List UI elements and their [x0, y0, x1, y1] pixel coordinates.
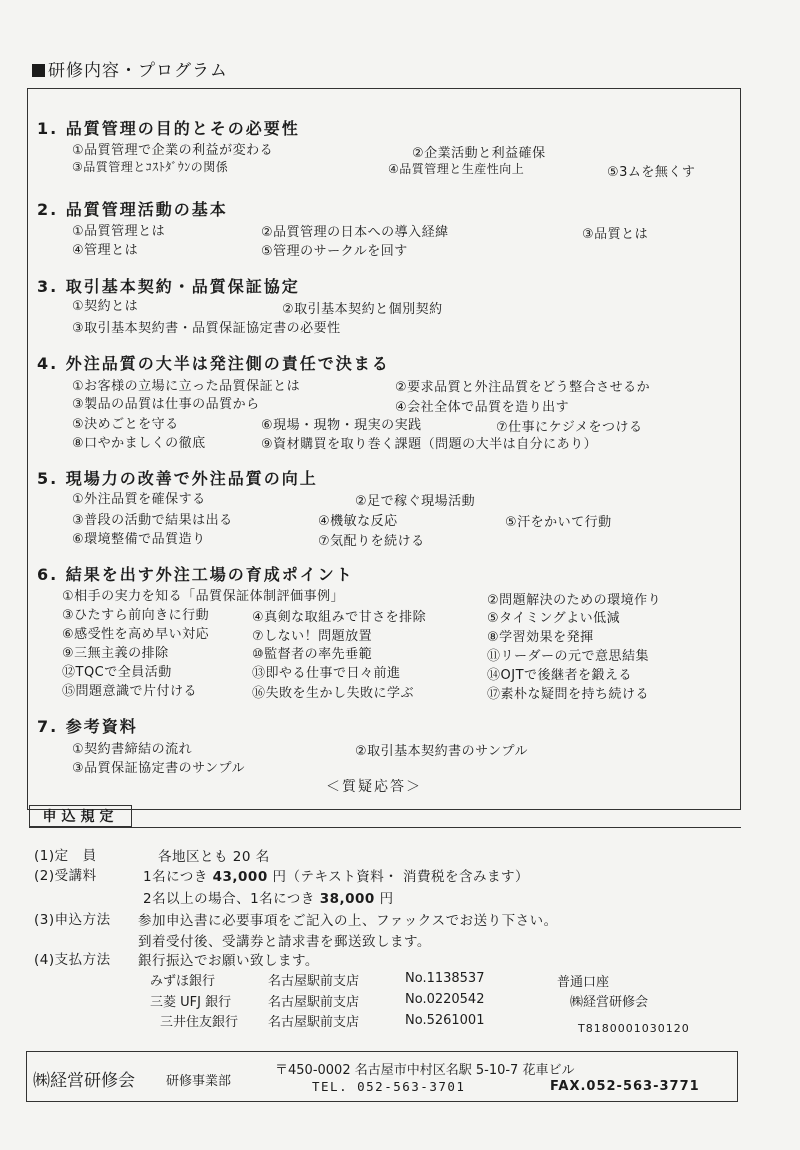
- list-item: ①契約書締結の流れ: [72, 742, 193, 757]
- fee-line-2-text: 2名以上の場合、1名につき: [143, 891, 320, 907]
- fee-amount-multi: 38,000: [319, 891, 375, 907]
- list-item: ⑥環境整備で品質造り: [72, 532, 206, 547]
- list-item: ②企業活動と利益確保: [412, 146, 546, 161]
- bank-name: みずほ銀行: [150, 974, 216, 989]
- list-item: ④会社全体で品質を造り出す: [395, 400, 570, 415]
- method-line-1: 参加申込書に必要事項をご記入の上、ファックスでお送り下さい。: [138, 913, 558, 929]
- list-item: ⑧口やかましくの徹底: [72, 436, 206, 451]
- page-title: 研修内容・プログラム: [48, 61, 228, 81]
- list-item: ⑧学習効果を発揮: [487, 630, 594, 645]
- divider: [29, 827, 741, 828]
- list-item: ⑤タイミングよい低減: [487, 611, 621, 626]
- list-item: ③取引基本契約書・品質保証協定書の必要性: [72, 321, 341, 336]
- qa-note: ＜質疑応答＞: [326, 779, 422, 795]
- list-item: ⑬即やる仕事で日々前進: [252, 666, 401, 681]
- bank-account: No.5261001: [405, 1013, 485, 1028]
- registration-code: T8180001030120: [578, 1022, 690, 1035]
- list-item: ③製品の品質は仕事の品質から: [72, 397, 260, 412]
- footer-company: ㈱経営研修会: [33, 1071, 135, 1091]
- fee-line-1: [143, 865, 529, 885]
- list-item: ②問題解決のための環境作り: [487, 593, 662, 608]
- list-item: ③品質とは: [582, 227, 649, 242]
- bank-name: 三菱 UFJ 銀行: [150, 995, 232, 1010]
- fee-line-2: [143, 887, 394, 907]
- fee-line-1-text: 1名につき: [143, 869, 213, 885]
- list-item: ①お客様の立場に立った品質保証とは: [72, 379, 301, 394]
- footer-fax: FAX.052-563-3771: [550, 1079, 700, 1094]
- list-item: ①外注品質を確保する: [72, 492, 206, 507]
- fee-label: (2)受講料: [34, 868, 97, 884]
- bank-name: 三井住友銀行: [160, 1015, 239, 1030]
- list-item: ⑪リーダーの元で意思結集: [487, 649, 650, 664]
- footer-tel: TEL. 052-563-3701: [312, 1079, 466, 1094]
- list-item: ②取引基本契約と個別契約: [282, 302, 443, 317]
- list-item: ④品質管理と生産性向上: [388, 162, 525, 176]
- list-item: ③品質保証協定書のサンプル: [72, 761, 245, 776]
- bank-branch: 名古屋駅前支店: [268, 995, 360, 1010]
- section-title: 1. 品質管理の目的とその必要性: [37, 119, 300, 138]
- list-item: ①品質管理とは: [72, 224, 166, 239]
- list-item: ⑥感受性を高め早い対応: [62, 627, 210, 642]
- footer-department: 研修事業部: [166, 1074, 232, 1089]
- list-item: ①契約とは: [72, 299, 139, 314]
- bank-branch: 名古屋駅前支店: [268, 1015, 360, 1030]
- capacity-value: 各地区とも 20 名: [158, 849, 270, 865]
- list-item: ②足で稼ぐ現場活動: [355, 494, 476, 509]
- list-item: ⑤汗をかいて行動: [505, 515, 612, 530]
- square-bullet-icon: [32, 64, 45, 77]
- section-title: 4. 外注品質の大半は発注側の責任で決まる: [37, 354, 390, 373]
- list-item: ④真剣な取組みで甘さを排除: [252, 610, 427, 625]
- method-label: (3)申込方法: [34, 912, 111, 928]
- section-title: 2. 品質管理活動の基本: [37, 200, 228, 219]
- fee-line-2-unit: 円: [374, 891, 394, 907]
- section-title: 6. 結果を出す外注工場の育成ポイント: [37, 565, 354, 584]
- page-heading: [32, 56, 228, 81]
- list-item: ⑮問題意識で片付ける: [62, 684, 198, 699]
- list-item: ④機敏な反応: [318, 514, 398, 529]
- footer-address: 〒450-0002 名古屋市中村区名駅 5-10-7 花車ビル: [275, 1063, 575, 1078]
- list-item: ①品質管理で企業の利益が変わる: [72, 143, 274, 158]
- list-item: ⑥現場・現物・現実の実践: [261, 418, 422, 433]
- list-item: ⑨資材購買を取り巻く課題（問題の大半は自分にあり）: [261, 437, 598, 452]
- account-holder: ㈱経営研修会: [570, 995, 649, 1010]
- list-item: ⑩監督者の率先垂範: [252, 647, 373, 662]
- list-item: ⑦仕事にケジメをつける: [496, 420, 643, 435]
- list-item: ④管理とは: [72, 243, 139, 258]
- fee-line-1-note: 円（テキスト資料・ 消費税を含みます）: [267, 869, 530, 885]
- list-item: ⑦しない！問題放置: [252, 629, 373, 644]
- list-item: ⑭OJTで後継者を鍛える: [487, 668, 633, 683]
- list-item: ②要求品質と外注品質をどう整合させるか: [395, 380, 651, 395]
- payment-label: (4)支払方法: [34, 952, 111, 968]
- capacity-label: (1)定 員: [34, 848, 97, 864]
- list-item: ③品質管理とｺｽﾄﾀﾞｳﾝの関係: [72, 160, 229, 174]
- list-item: ⑤3ムを無くす: [607, 165, 696, 180]
- bank-branch: 名古屋駅前支店: [268, 974, 360, 989]
- account-type: 普通口座: [557, 975, 610, 990]
- method-line-2: 到着受付後、受講券と請求書を郵送致します。: [138, 934, 431, 950]
- list-item: ⑰素朴な疑問を持ち続ける: [487, 687, 650, 702]
- list-item: ⑯失敗を生かし失敗に学ぶ: [252, 686, 415, 701]
- application-rules-label: 申込規定: [29, 805, 132, 827]
- list-item: ⑤管理のサークルを回す: [261, 244, 408, 259]
- list-item: ②取引基本契約書のサンプル: [355, 744, 528, 759]
- list-item: ③ひたすら前向きに行動: [62, 608, 210, 623]
- section-title: 5. 現場力の改善で外注品質の向上: [37, 469, 318, 488]
- payment-line: 銀行振込でお願い致します。: [138, 953, 319, 969]
- list-item: ⑨三無主義の排除: [62, 646, 169, 661]
- list-item: ②品質管理の日本への導入経緯: [261, 225, 449, 240]
- bank-account: No.1138537: [405, 971, 485, 986]
- section-title: 3. 取引基本契約・品質保証協定: [37, 277, 300, 296]
- fee-amount-single: 43,000: [212, 869, 268, 885]
- list-item: ①相手の実力を知る「品質保証体制評価事例」: [62, 589, 345, 604]
- list-item: ⑦気配りを続ける: [318, 534, 425, 549]
- list-item: ⑫TQCで全員活動: [62, 665, 172, 680]
- bank-account: No.0220542: [405, 992, 485, 1007]
- list-item: ③普段の活動で結果は出る: [72, 513, 233, 528]
- list-item: ⑤決めごとを守る: [72, 417, 179, 432]
- section-title: 7. 参考資料: [37, 717, 138, 736]
